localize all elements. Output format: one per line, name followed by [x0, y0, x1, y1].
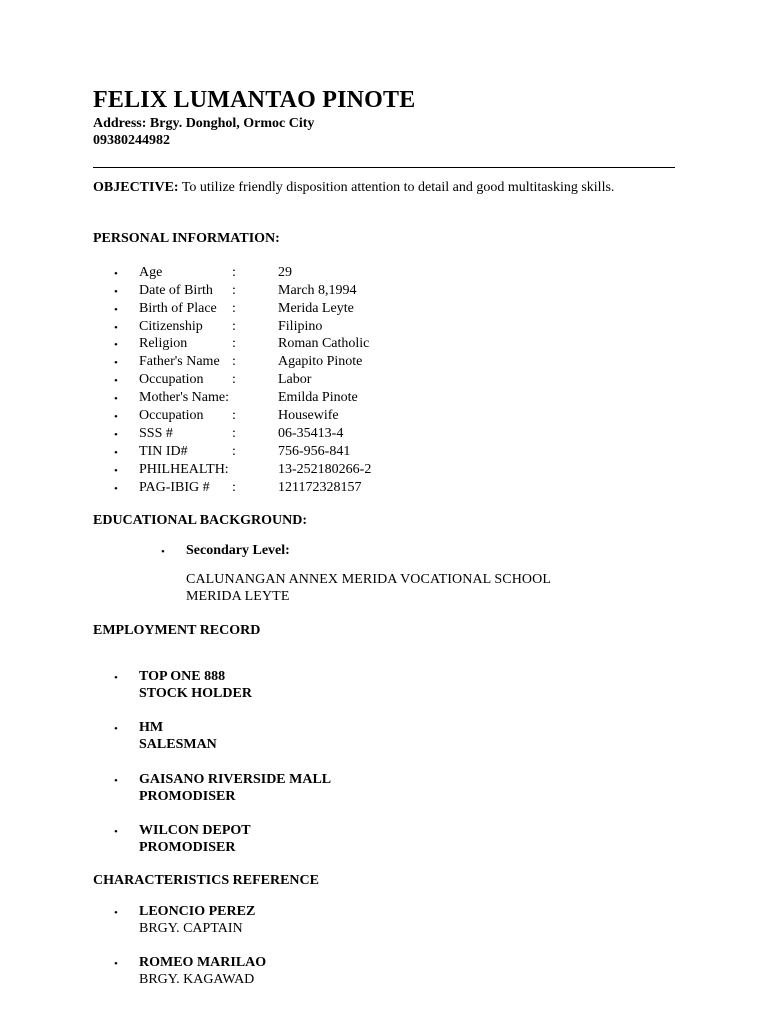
personal-info-heading: PERSONAL INFORMATION:	[93, 231, 280, 246]
personal-info-value: Merida Leyte	[278, 301, 354, 316]
bullet-icon: •	[161, 546, 165, 558]
job-position: STOCK HOLDER	[139, 686, 252, 701]
bullet-icon: •	[114, 268, 118, 280]
employer-name: WILCON DEPOT	[139, 823, 251, 838]
reference-title: BRGY. CAPTAIN	[139, 921, 243, 936]
reference-title: BRGY. KAGAWAD	[139, 972, 255, 987]
reference-name: LEONCIO PEREZ	[139, 904, 256, 919]
job-position: PROMODISER	[139, 789, 236, 804]
personal-info-row	[0, 480, 768, 498]
personal-info-label: Birth of Place	[139, 301, 217, 316]
personal-info-label: PAG-IBIG #	[139, 480, 210, 495]
personal-info-colon: :	[232, 354, 236, 369]
bullet-icon: •	[114, 958, 118, 970]
bullet-icon: •	[114, 411, 118, 423]
bullet-icon: •	[114, 322, 118, 334]
bullet-icon: •	[114, 304, 118, 316]
objective-label: OBJECTIVE:	[93, 180, 179, 195]
personal-info-label: SSS #	[139, 426, 173, 441]
personal-info-colon: :	[232, 319, 236, 334]
personal-info-value: Filipino	[278, 319, 323, 334]
personal-info-label: Occupation	[139, 372, 204, 387]
education-level: Secondary Level:	[186, 543, 290, 558]
bullet-icon: •	[114, 447, 118, 459]
personal-info-row	[0, 390, 768, 408]
reference-name: ROMEO MARILAO	[139, 955, 267, 970]
personal-info-row	[0, 444, 768, 462]
personal-info-label: Date of Birth	[139, 283, 213, 298]
personal-info-value: Labor	[278, 372, 312, 387]
personal-info-row	[0, 319, 768, 337]
employment-heading: EMPLOYMENT RECORD	[93, 623, 261, 638]
bullet-icon: •	[114, 357, 118, 369]
personal-info-label: Occupation	[139, 408, 204, 423]
personal-info-label: Mother's Name:	[139, 390, 230, 405]
personal-info-value: 29	[278, 265, 292, 280]
personal-info-colon: :	[232, 265, 236, 280]
personal-info-colon: :	[232, 283, 236, 298]
personal-info-value: 13-252180266-2	[278, 462, 372, 477]
personal-info-colon: :	[232, 426, 236, 441]
personal-info-label: Father's Name	[139, 354, 220, 369]
personal-info-row	[0, 372, 768, 390]
job-position: PROMODISER	[139, 840, 236, 855]
address-line: Address: Brgy. Donghol, Ormoc City	[93, 116, 315, 131]
personal-info-value: Housewife	[278, 408, 339, 423]
personal-info-label: PHILHEALTH:	[139, 462, 229, 477]
job-position: SALESMAN	[139, 737, 217, 752]
personal-info-label: Citizenship	[139, 319, 203, 334]
personal-info-value: 756-956-841	[278, 444, 351, 459]
personal-info-row	[0, 301, 768, 319]
school-location: MERIDA LEYTE	[186, 589, 290, 604]
personal-info-value: March 8,1994	[278, 283, 357, 298]
bullet-icon: •	[114, 429, 118, 441]
bullet-icon: •	[114, 723, 118, 735]
employer-name: TOP ONE 888	[139, 669, 226, 684]
bullet-icon: •	[114, 907, 118, 919]
bullet-icon: •	[114, 483, 118, 495]
education-heading: EDUCATIONAL BACKGROUND:	[93, 513, 308, 528]
personal-info-colon: :	[232, 372, 236, 387]
personal-info-value: Agapito Pinote	[278, 354, 363, 369]
bullet-icon: •	[114, 826, 118, 838]
bullet-icon: •	[114, 465, 118, 477]
personal-info-row	[0, 462, 768, 480]
bullet-icon: •	[114, 672, 118, 684]
personal-info-row	[0, 283, 768, 301]
personal-info-label: Religion	[139, 336, 188, 351]
employer-name: HM	[139, 720, 164, 735]
personal-info-value: Roman Catholic	[278, 336, 370, 351]
objective-line	[93, 180, 614, 196]
personal-info-row	[0, 408, 768, 426]
personal-info-row	[0, 354, 768, 372]
personal-info-colon: :	[232, 301, 236, 316]
employer-name: GAISANO RIVERSIDE MALL	[139, 772, 332, 787]
personal-info-colon: :	[232, 480, 236, 495]
personal-info-value: 121172328157	[278, 480, 362, 495]
personal-info-value: 06-35413-4	[278, 426, 344, 441]
personal-info-row	[0, 426, 768, 444]
applicant-name: FELIX LUMANTAO PINOTE	[93, 87, 416, 113]
personal-info-colon: :	[232, 444, 236, 459]
school-name: CALUNANGAN ANNEX MERIDA VOCATIONAL SCHOOL	[186, 572, 551, 587]
bullet-icon: •	[114, 393, 118, 405]
personal-info-row	[0, 265, 768, 283]
header-divider	[93, 167, 675, 168]
bullet-icon: •	[114, 339, 118, 351]
personal-info-colon: :	[232, 336, 236, 351]
personal-info-value: Emilda Pinote	[278, 390, 358, 405]
personal-info-colon: :	[232, 408, 236, 423]
bullet-icon: •	[114, 775, 118, 787]
personal-info-label: TIN ID#	[139, 444, 188, 459]
phone-number: 09380244982	[93, 133, 170, 148]
personal-info-row	[0, 336, 768, 354]
bullet-icon: •	[114, 375, 118, 387]
bullet-icon: •	[114, 286, 118, 298]
personal-info-label: Age	[139, 265, 163, 280]
objective-text: To utilize friendly disposition attention to detail and good multitasking skills.	[178, 180, 615, 195]
references-heading: CHARACTERISTICS REFERENCE	[93, 873, 319, 888]
